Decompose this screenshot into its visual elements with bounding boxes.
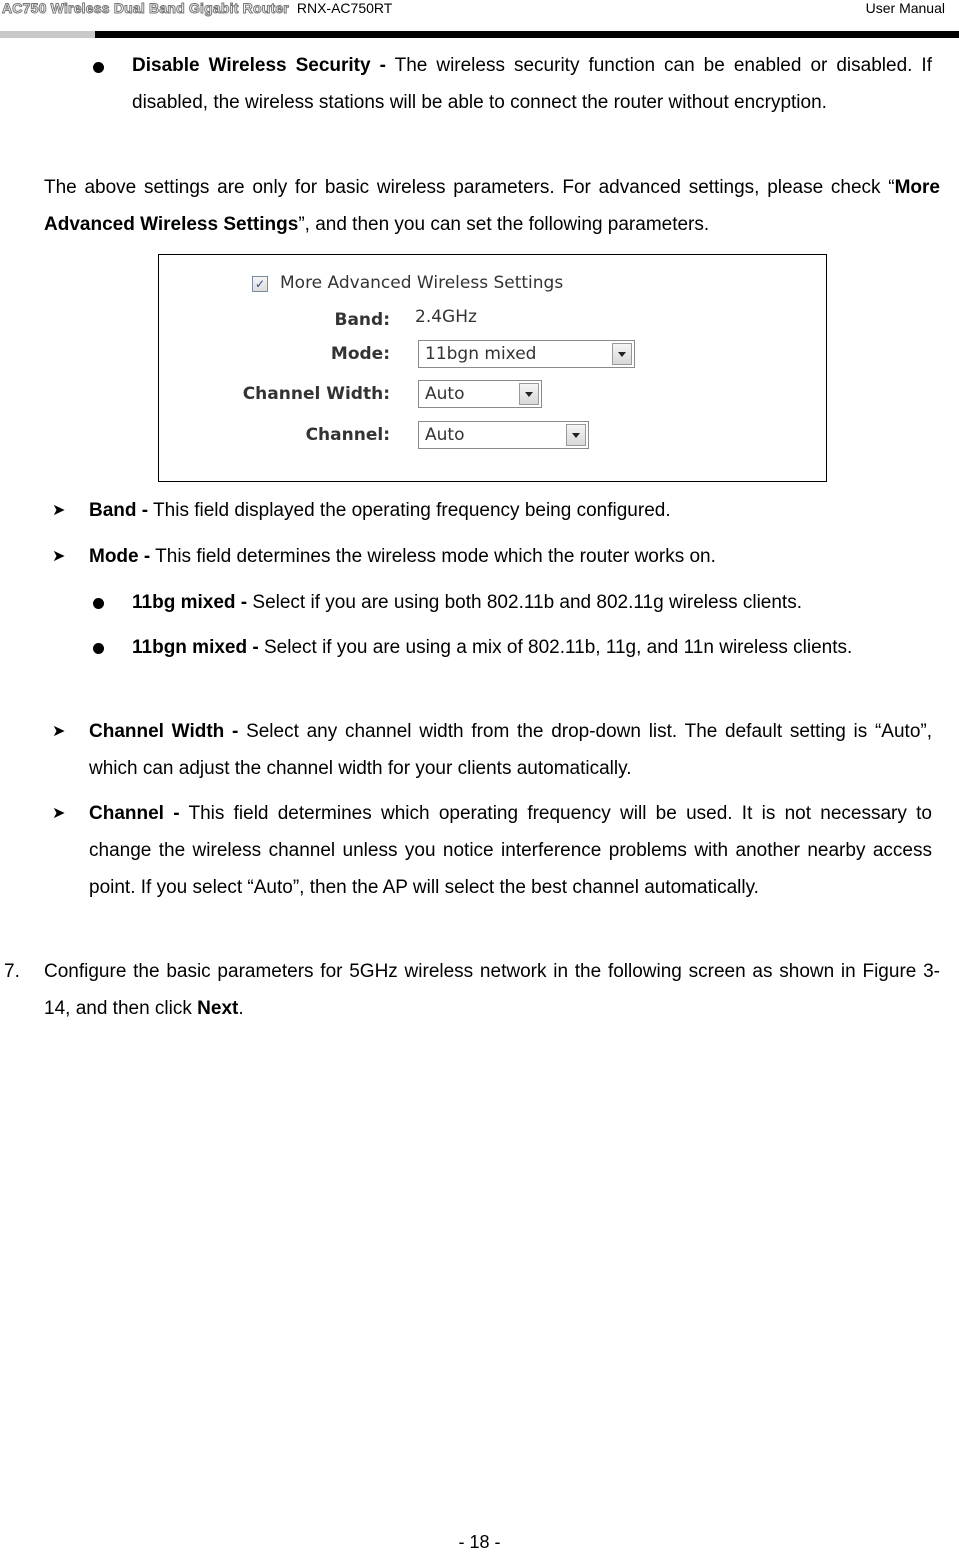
chevron-down-icon[interactable] [566,424,586,446]
step-number: 7. [4,961,20,982]
more-advanced-label: More Advanced Wireless Settings [280,273,564,293]
disable-security-text: The wireless security function can be enabled or disabled. If disabled, the wireless stations will be able to connect the router without encryption. [132,55,932,113]
more-advanced-checkbox[interactable]: ✓ [252,276,268,292]
step7-post: . [238,998,244,1019]
step7-paragraph [44,953,940,1027]
mode-item [89,538,932,575]
channel-select-value: Auto [425,425,465,445]
header-title [2,0,392,16]
chevron-down-icon[interactable] [612,343,632,365]
channel-width-term: Channel Width - [89,721,239,742]
band-value: 2.4GHz [415,307,477,327]
step7-pre: Configure the basic parameters for 5GHz wireless network in the following screen as shown in Figure 3-14, and then click [44,961,940,1019]
channel-width-select-value: Auto [425,384,465,404]
mode-11bgn-text: Select if you are using a mix of 802.11b, 11g, and 11n wireless clients. [263,637,853,658]
channel-label: Channel: [305,425,390,445]
disable-security-item [132,47,932,121]
channel-width-select[interactable] [418,380,542,408]
mode-11bg-text: Select if you are using both 802.11b and 802.11g wireless clients. [252,592,802,613]
mode-11bgn-item [132,629,932,666]
header-rule [0,31,959,38]
bullet-dot-icon [93,598,104,609]
band-item [89,492,932,529]
band-label: Band: [334,310,390,330]
mode-label: Mode: [330,344,390,364]
intro-post: ”, and then you can set the following parameters. [298,214,710,235]
channel-select[interactable] [418,421,589,449]
arrow-bullet-icon: ➤ [52,502,66,519]
arrow-bullet-icon: ➤ [52,805,66,822]
chevron-down-icon[interactable] [519,383,539,405]
mode-select[interactable] [418,340,635,368]
channel-item [89,795,932,906]
channel-width-item [89,713,932,787]
intro-paragraph [44,169,940,243]
intro-bold: More Advanced Wireless Settings [44,177,940,235]
mode-11bgn-term: 11bgn mixed - [132,637,259,658]
header-doc-type: User Manual [865,0,945,16]
header-product: AC750 Wireless Dual Band Gigabit Router [2,0,289,16]
channel-width-text: Select any channel width from the drop-down list. The default setting is “Auto”, which can adjust the channel width for your clients automatically. [89,721,932,779]
mode-11bg-item [132,584,932,621]
arrow-bullet-icon: ➤ [52,548,66,565]
advanced-settings-figure [158,254,827,482]
mode-term: Mode - [89,546,151,567]
mode-text: This field determines the wireless mode which the router works on. [155,546,716,567]
page-number: - 18 - [458,1532,501,1552]
channel-width-label: Channel Width: [242,384,390,404]
disable-security-term: Disable Wireless Security - [132,55,386,76]
header-model: RNX-AC750RT [296,0,393,16]
step7-bold: Next [197,998,239,1019]
band-text: This field displayed the operating frequency being configured. [153,500,671,521]
intro-pre: The above settings are only for basic wireless parameters. For advanced settings, please check “ [44,177,895,198]
bullet-dot-icon [93,643,104,654]
bullet-dot-icon [93,62,104,73]
arrow-bullet-icon: ➤ [52,723,66,740]
band-term: Band - [89,500,149,521]
channel-term: Channel - [89,803,180,824]
mode-select-value: 11bgn mixed [425,344,537,364]
channel-text: This field determines which operating frequency will be used. It is not necessary to change the wireless channel unless you notice interference problems with another nearby access point. If you select “Auto”, then the AP will select the best channel automatically. [89,803,932,898]
mode-11bg-term: 11bg mixed - [132,592,248,613]
